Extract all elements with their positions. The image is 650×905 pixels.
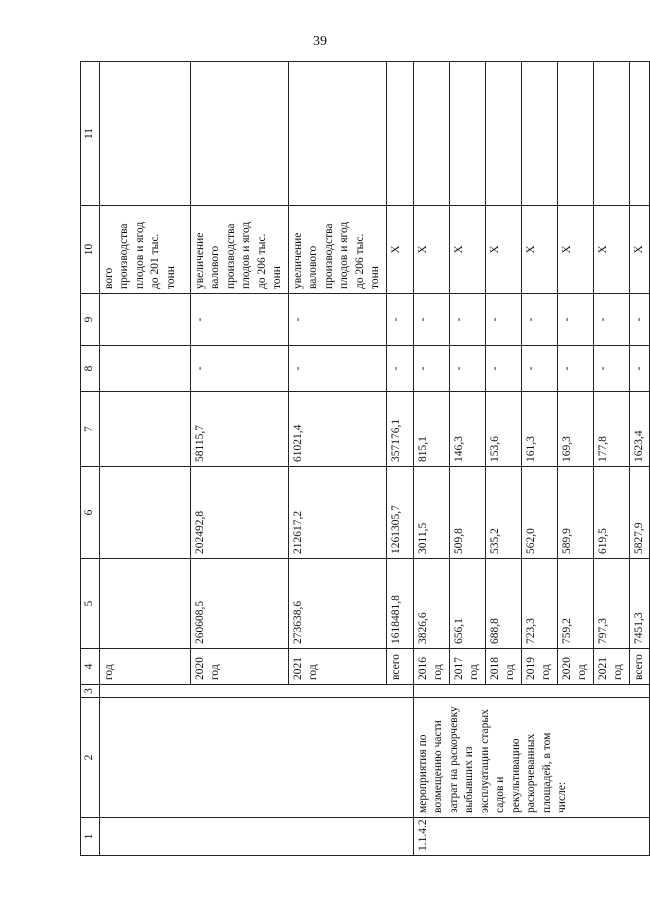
total-cell: 688,8 [485,559,521,649]
continuation-col3-cell [99,685,413,698]
regional-cell: 1623,4 [629,392,650,467]
col11-cell [413,62,449,206]
rotated-table-wrapper [80,62,645,856]
result-cell: X [485,206,521,294]
year-cell: 2017 год [449,649,485,685]
federal-cell: 509,8 [449,467,485,559]
year-cell: 2021 год [288,649,386,685]
col9-cell: - [190,294,288,346]
col8-cell: - [557,346,593,392]
col9-cell: - [521,294,557,346]
result-cell: увеличение валового производства плодов и ягод до 206 тыс. тонн [190,206,288,294]
result-cell: X [593,206,629,294]
total-cell: 1618481,8 [386,559,413,649]
budget-table [80,61,650,856]
regional-cell: 146,3 [449,392,485,467]
result-cell: X [629,206,650,294]
year-cell: 2020 год [190,649,288,685]
col11-cell [190,62,288,206]
column-number-1: 1 [81,818,100,856]
year-cell: всего [386,649,413,685]
total-cell: 656,1 [449,559,485,649]
col8-cell [99,346,190,392]
column-number-3: 3 [81,685,100,698]
regional-cell: 357176,1 [386,392,413,467]
table-frame [80,62,645,856]
col9-cell: - [485,294,521,346]
year-cell: 2020 год [557,649,593,685]
col9-cell [99,294,190,346]
col9-cell: - [557,294,593,346]
total-cell: 273638,6 [288,559,386,649]
total-cell: 3826,6 [413,559,449,649]
result-cell: увеличение валового производства плодов и ягод до 206 тыс. тонн [288,206,386,294]
col11-cell [521,62,557,206]
regional-cell: 815,1 [413,392,449,467]
total-cell: 7451,3 [629,559,650,649]
federal-cell: 1261305,7 [386,467,413,559]
col11-cell [288,62,386,206]
table-row [413,62,449,856]
measure-name-cell: мероприятия по возмещению части затрат на раскорчевку выбывших из эксплуатации старых садов и рекультивацию раскорчеванных площадей, в том числе: [413,698,650,818]
total-cell: 723,3 [521,559,557,649]
year-cell: 2016 год [413,649,449,685]
col9-cell: - [629,294,650,346]
column-number-5: 5 [81,559,100,649]
measure-col3-cell [413,685,650,698]
col8-cell: - [190,346,288,392]
regional-cell: 161,3 [521,392,557,467]
total-cell [99,559,190,649]
col11-cell [593,62,629,206]
measure-code-cell: 1.1.4.2 [413,818,650,856]
col8-cell: - [413,346,449,392]
federal-cell: 5827,9 [629,467,650,559]
col9-cell: - [288,294,386,346]
col8-cell: - [593,346,629,392]
federal-cell: 212617,2 [288,467,386,559]
regional-cell [99,392,190,467]
column-number-4: 4 [81,649,100,685]
continuation-code-cell [99,818,413,856]
table-row [99,62,190,856]
col9-cell: - [449,294,485,346]
result-cell: вого производства плодов и ягод до 201 тыс. тонн [99,206,190,294]
year-cell: 2021 год [593,649,629,685]
regional-cell: 58115,7 [190,392,288,467]
result-cell: X [386,206,413,294]
column-number-11: 11 [81,62,100,206]
col11-cell [449,62,485,206]
column-number-9: 9 [81,294,100,346]
result-cell: X [557,206,593,294]
column-number-7: 7 [81,392,100,467]
col8-cell: - [288,346,386,392]
federal-cell: 589,9 [557,467,593,559]
col8-cell: - [485,346,521,392]
regional-cell: 177,8 [593,392,629,467]
col9-cell: - [386,294,413,346]
result-cell: X [521,206,557,294]
regional-cell: 61021,4 [288,392,386,467]
col11-cell [629,62,650,206]
column-number-10: 10 [81,206,100,294]
regional-cell: 169,3 [557,392,593,467]
federal-cell: 202492,8 [190,467,288,559]
federal-cell: 535,2 [485,467,521,559]
total-cell: 759,2 [557,559,593,649]
col8-cell: - [629,346,650,392]
column-number-2: 2 [81,698,100,818]
year-cell: 2019 год [521,649,557,685]
regional-cell: 153,6 [485,392,521,467]
col11-cell [99,62,190,206]
col8-cell: - [521,346,557,392]
year-cell: всего [629,649,650,685]
federal-cell [99,467,190,559]
col9-cell: - [593,294,629,346]
federal-cell: 562,0 [521,467,557,559]
col11-cell [386,62,413,206]
col11-cell [485,62,521,206]
col9-cell: - [413,294,449,346]
federal-cell: 3011,5 [413,467,449,559]
page-number: 39 [313,34,327,49]
col8-cell: - [449,346,485,392]
total-cell: 797,3 [593,559,629,649]
year-cell: год [99,649,190,685]
result-cell: X [449,206,485,294]
col8-cell: - [386,346,413,392]
year-cell: 2018 год [485,649,521,685]
column-number-6: 6 [81,467,100,559]
continuation-name-cell [99,698,413,818]
total-cell: 260608,5 [190,559,288,649]
col11-cell [557,62,593,206]
federal-cell: 619,5 [593,467,629,559]
result-cell: X [413,206,449,294]
column-number-8: 8 [81,346,100,392]
column-number-row [81,62,100,856]
